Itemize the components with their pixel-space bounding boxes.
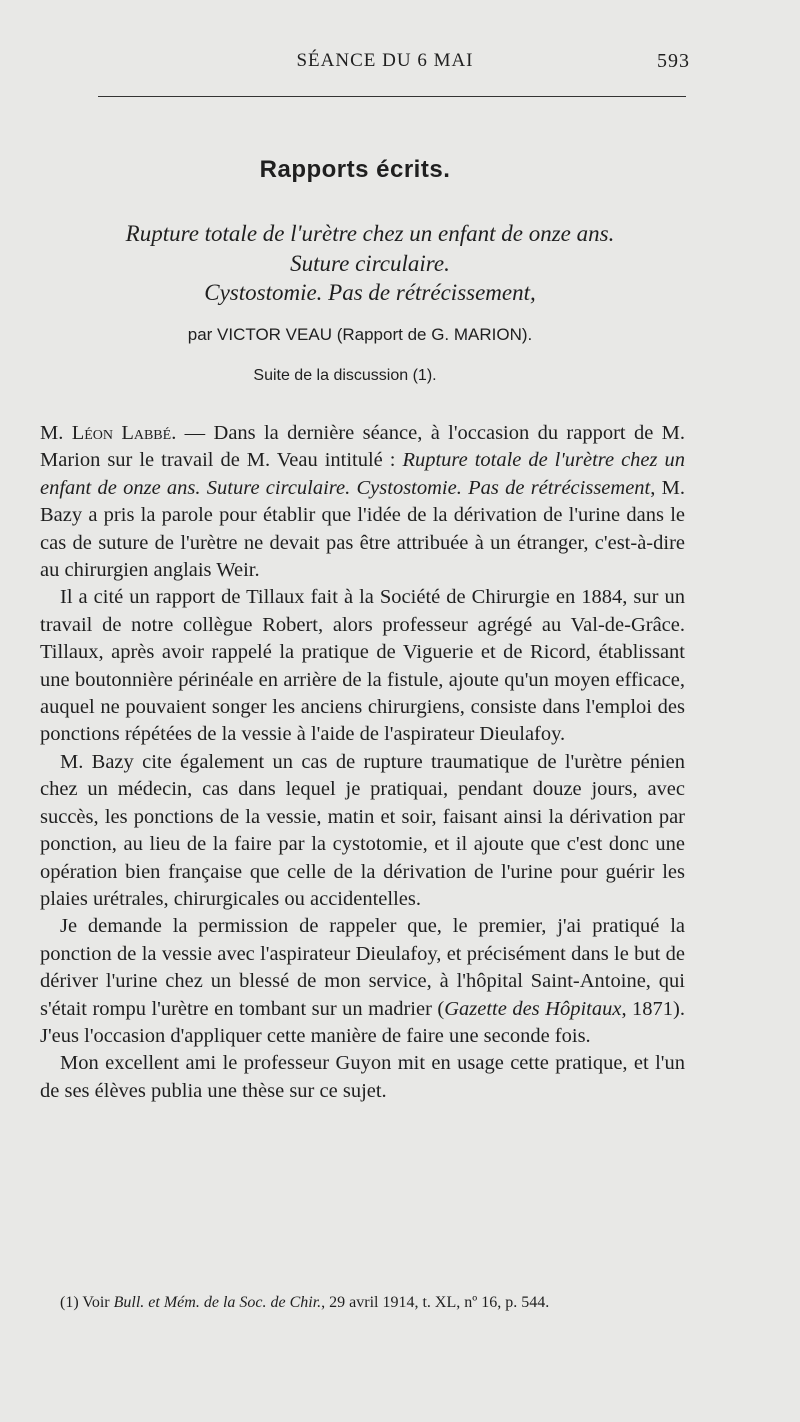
journal-reference: Gazette des Hôpitaux bbox=[444, 997, 622, 1020]
running-head bbox=[80, 50, 690, 80]
footnote bbox=[40, 1292, 685, 1314]
continuation-note: Suite de la discussion (1). bbox=[253, 367, 437, 384]
footnote-text-a: (1) Voir bbox=[60, 1294, 114, 1311]
paragraph-1 bbox=[40, 420, 685, 584]
footnote-journal: Bull. et Mém. de la Soc. de Chir. bbox=[113, 1294, 322, 1311]
paragraph-4 bbox=[40, 913, 685, 1050]
article-title-line-2: Suture circulaire. bbox=[290, 251, 450, 276]
header-rule bbox=[98, 96, 686, 97]
paragraph-5: Mon excellent ami le professeur Guyon mit en usage cette pratique, et l'un de ses élèves publia une thèse sur ce sujet. bbox=[40, 1052, 685, 1102]
paragraph-4-text-b: , 1871). J'eus l'occasion d'appliquer cette manière de faire une seconde fois. bbox=[40, 997, 685, 1047]
byline: par VICTOR VEAU (Rapport de G. MARION). bbox=[187, 325, 533, 344]
section-title: Rapports écrits. bbox=[259, 156, 451, 183]
paragraph-4-text-a: Je demande la permission de rappeler que, le premier, j'ai pratiqué la ponction de la vessie avec l'aspirateur Dieulafoy, et précisément dans le but de dériver l'urine chez un blessé de mon service, à l'hôpital Saint-Antoine, qui s'était rompu l'urètre en tombant sur un madrier ( bbox=[40, 915, 685, 1020]
paragraph-3: M. Bazy cite également un cas de rupture traumatique de l'urètre pénien chez un médecin, cas dans lequel je pratiquai, pendant douze jours, avec succès, les ponctions de la vessie, matin et soir, faisant ainsi la dérivation par ponction, au lieu de la faire par la cystotomie, et il ajoute que c'est donc une opération bien française que celle de la dérivation de l'urine pour guérir les plaies urétrales, chirurgicales ou accidentelles. bbox=[40, 750, 685, 910]
paragraph-1-text-a: — Dans la dernière séance, à l'occasion du rapport de M. Marion sur le travail de M. Veau intitulé : bbox=[40, 422, 685, 472]
page-number: 593 bbox=[657, 50, 690, 72]
footnote-text-b: , 29 avril 1914, t. XL, nº 16, p. 544. bbox=[321, 1294, 550, 1311]
speaker-name: M. Léon Labbé. bbox=[40, 422, 177, 444]
cited-title: Rupture totale de l'urètre chez un enfant de onze ans. Suture circulaire. Cystostomie. Pas de rétrécissement bbox=[40, 449, 685, 499]
running-title: SÉANCE DU 6 MAI bbox=[296, 50, 474, 71]
article-title-line-1: Rupture totale de l'urètre chez un enfant de onze ans. bbox=[125, 221, 615, 246]
body-text bbox=[40, 420, 685, 1105]
paragraph-1-text-b: , M. Bazy a pris la parole pour établir que l'idée de la dérivation de l'urine dans le cas de suture de l'urètre ne devait pas être attribuée à un étranger, c'est-à-dire au chirurgien anglais Weir. bbox=[40, 476, 685, 582]
paragraph-2: Il a cité un rapport de Tillaux fait à la Société de Chirurgie en 1884, sur un travail de notre collègue Robert, alors professeur agrégé au Val-de-Grâce. Tillaux, après avoir rappelé la pratique de Viguerie et de Ricord, établissant une boutonnière périnéale en arrière de la fistule, ajoute qu'un moyen efficace, auquel ne pouvaient songer les anciens chirurgiens, consiste dans l'emploi des ponctions répétées de la vessie à l'aide de l'aspirateur Dieulafoy. bbox=[40, 586, 685, 746]
article-title-line-3: Cystostomie. Pas de rétrécissement, bbox=[204, 280, 536, 305]
